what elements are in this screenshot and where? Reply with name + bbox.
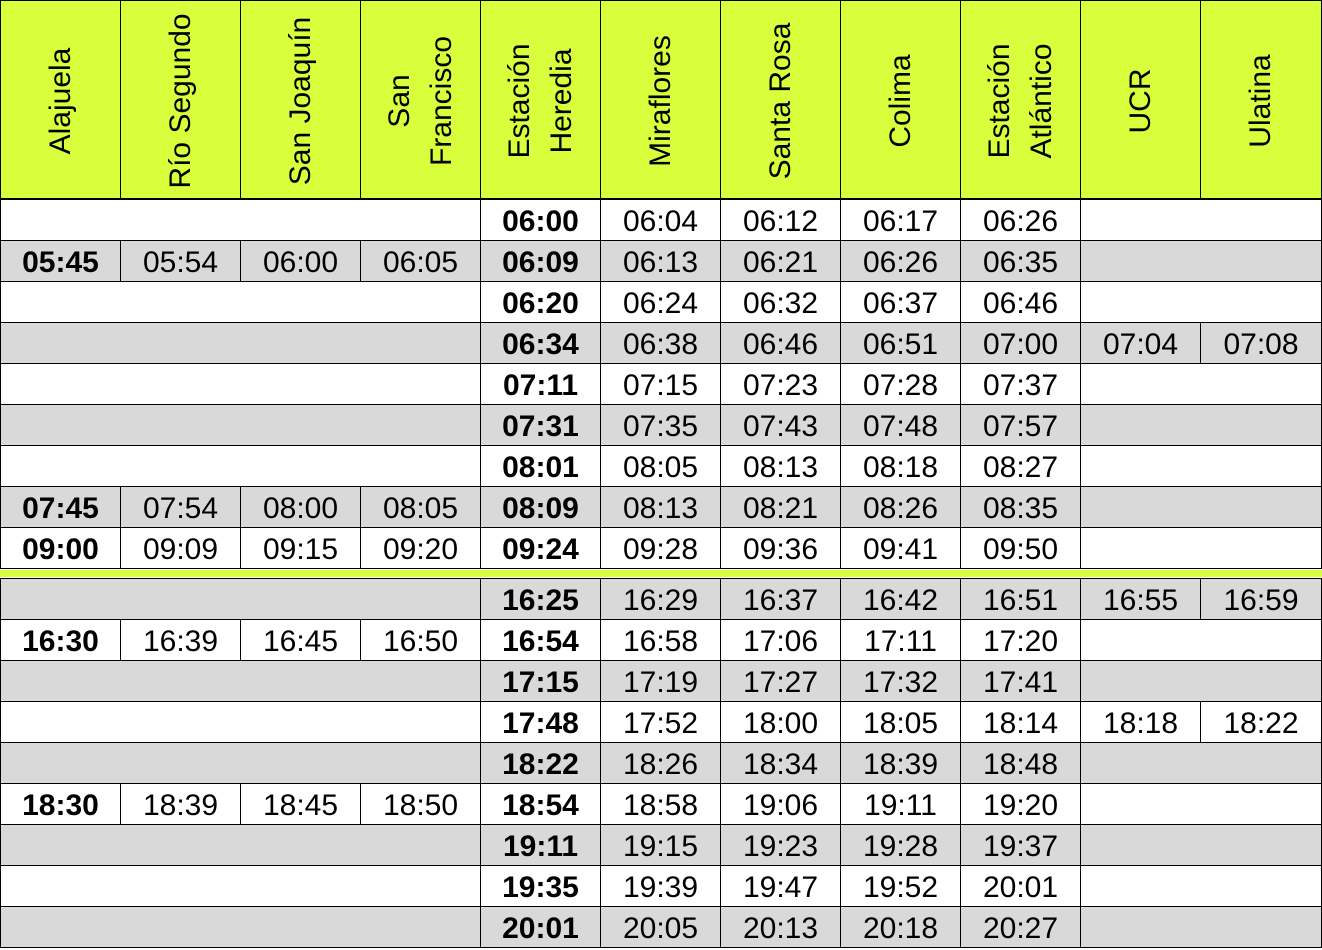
- time-cell: 08:13: [601, 487, 721, 528]
- table-row: [0, 241, 1322, 282]
- table-row: [0, 364, 1322, 405]
- time-cell: 06:05: [361, 241, 481, 282]
- time-cell: 06:46: [721, 323, 841, 364]
- time-cell: 06:04: [601, 200, 721, 241]
- time-cell: 06:26: [961, 200, 1081, 241]
- empty-cell: [1081, 528, 1322, 569]
- empty-cell: [1081, 743, 1322, 784]
- time-cell: 18:39: [841, 743, 961, 784]
- empty-cell: [0, 282, 481, 323]
- time-cell: 16:25: [481, 579, 601, 620]
- time-cell: 16:30: [0, 620, 121, 661]
- time-cell: 16:42: [841, 579, 961, 620]
- time-cell: 07:35: [601, 405, 721, 446]
- time-cell: 07:11: [481, 364, 601, 405]
- empty-cell: [1081, 784, 1322, 825]
- time-cell: 16:58: [601, 620, 721, 661]
- time-cell: 20:27: [961, 907, 1081, 948]
- column-header-label: Ulatina: [1244, 54, 1277, 148]
- time-cell: 06:46: [961, 282, 1081, 323]
- table-row: [0, 579, 1322, 620]
- time-cell: 09:36: [721, 528, 841, 569]
- empty-cell: [0, 446, 481, 487]
- empty-cell: [1081, 282, 1322, 323]
- time-cell: 18:50: [361, 784, 481, 825]
- time-cell: 06:00: [481, 200, 601, 241]
- empty-cell: [0, 743, 481, 784]
- empty-cell: [0, 364, 481, 405]
- empty-cell: [1081, 446, 1322, 487]
- table-row: [0, 825, 1322, 866]
- time-cell: 08:13: [721, 446, 841, 487]
- time-cell: 08:27: [961, 446, 1081, 487]
- time-cell: 09:20: [361, 528, 481, 569]
- column-header-label: Alajuela: [43, 47, 77, 155]
- empty-cell: [1081, 661, 1322, 702]
- column-header-label: Colima: [883, 54, 917, 148]
- time-cell: 07:28: [841, 364, 961, 405]
- time-cell: 07:31: [481, 405, 601, 446]
- table-row: [0, 405, 1322, 446]
- empty-cell: [0, 661, 481, 702]
- column-header: [0, 0, 121, 200]
- time-cell: 16:59: [1201, 579, 1322, 620]
- empty-cell: [1081, 825, 1322, 866]
- time-cell: 06:17: [841, 200, 961, 241]
- time-cell: 06:21: [721, 241, 841, 282]
- time-cell: 06:32: [721, 282, 841, 323]
- time-cell: 16:45: [241, 620, 361, 661]
- time-cell: 20:05: [601, 907, 721, 948]
- table-row: [0, 446, 1322, 487]
- time-cell: 16:37: [721, 579, 841, 620]
- empty-cell: [1081, 866, 1322, 907]
- time-cell: 07:00: [961, 323, 1081, 364]
- time-cell: 06:38: [601, 323, 721, 364]
- table-row: [0, 784, 1322, 825]
- empty-cell: [1081, 620, 1322, 661]
- time-cell: 07:23: [721, 364, 841, 405]
- column-header: [961, 0, 1081, 200]
- section-divider: [0, 570, 1322, 577]
- time-cell: 18:14: [961, 702, 1081, 743]
- column-header-label: Estación Heredia: [502, 43, 578, 159]
- table-row: [0, 702, 1322, 743]
- time-cell: 06:24: [601, 282, 721, 323]
- table-row: [0, 528, 1322, 569]
- time-cell: 18:54: [481, 784, 601, 825]
- time-cell: 17:06: [721, 620, 841, 661]
- time-cell: 17:20: [961, 620, 1081, 661]
- empty-cell: [0, 405, 481, 446]
- empty-cell: [1081, 200, 1322, 241]
- time-cell: 17:32: [841, 661, 961, 702]
- time-cell: 07:54: [121, 487, 241, 528]
- table-row: [0, 866, 1322, 907]
- table-row: [0, 743, 1322, 784]
- time-cell: 18:48: [961, 743, 1081, 784]
- time-cell: 07:15: [601, 364, 721, 405]
- time-cell: 08:09: [481, 487, 601, 528]
- time-cell: 17:52: [601, 702, 721, 743]
- table-row: [0, 200, 1322, 241]
- time-cell: 08:21: [721, 487, 841, 528]
- time-cell: 20:01: [481, 907, 601, 948]
- time-cell: 16:29: [601, 579, 721, 620]
- time-cell: 19:28: [841, 825, 961, 866]
- column-header: [721, 0, 841, 200]
- time-cell: 06:20: [481, 282, 601, 323]
- time-cell: 06:26: [841, 241, 961, 282]
- time-cell: 08:05: [361, 487, 481, 528]
- time-cell: 08:35: [961, 487, 1081, 528]
- time-cell: 18:30: [0, 784, 121, 825]
- time-cell: 18:00: [721, 702, 841, 743]
- time-cell: 07:08: [1201, 323, 1322, 364]
- time-cell: 06:13: [601, 241, 721, 282]
- time-cell: 06:12: [721, 200, 841, 241]
- time-cell: 09:28: [601, 528, 721, 569]
- time-cell: 09:50: [961, 528, 1081, 569]
- time-cell: 19:39: [601, 866, 721, 907]
- time-cell: 19:37: [961, 825, 1081, 866]
- column-header: [361, 0, 481, 200]
- time-cell: 19:35: [481, 866, 601, 907]
- time-cell: 18:39: [121, 784, 241, 825]
- table-row: [0, 282, 1322, 323]
- empty-cell: [0, 907, 481, 948]
- time-cell: 08:18: [841, 446, 961, 487]
- time-cell: 08:01: [481, 446, 601, 487]
- time-cell: 16:39: [121, 620, 241, 661]
- time-cell: 16:51: [961, 579, 1081, 620]
- time-cell: 18:18: [1081, 702, 1201, 743]
- time-cell: 09:24: [481, 528, 601, 569]
- column-header-label: Río Segundo: [163, 13, 197, 189]
- time-cell: 07:57: [961, 405, 1081, 446]
- table-row: [0, 323, 1322, 364]
- time-cell: 07:48: [841, 405, 961, 446]
- empty-cell: [0, 825, 481, 866]
- empty-cell: [1081, 907, 1322, 948]
- time-cell: 19:06: [721, 784, 841, 825]
- table-row: [0, 907, 1322, 948]
- column-header: [121, 0, 241, 200]
- time-cell: 05:54: [121, 241, 241, 282]
- time-cell: 08:26: [841, 487, 961, 528]
- column-header-label: Santa Rosa: [763, 22, 797, 180]
- time-cell: 18:05: [841, 702, 961, 743]
- empty-cell: [0, 200, 481, 241]
- time-cell: 07:04: [1081, 323, 1201, 364]
- empty-cell: [0, 323, 481, 364]
- time-cell: 06:35: [961, 241, 1081, 282]
- time-cell: 17:48: [481, 702, 601, 743]
- time-cell: 16:50: [361, 620, 481, 661]
- empty-cell: [0, 702, 481, 743]
- time-cell: 06:37: [841, 282, 961, 323]
- time-cell: 17:27: [721, 661, 841, 702]
- time-cell: 18:22: [481, 743, 601, 784]
- empty-cell: [0, 579, 481, 620]
- time-cell: 05:45: [0, 241, 121, 282]
- time-cell: 20:18: [841, 907, 961, 948]
- column-header: [1201, 0, 1322, 200]
- table-row: [0, 620, 1322, 661]
- column-header: [241, 0, 361, 200]
- table-row: [0, 487, 1322, 528]
- time-cell: 07:37: [961, 364, 1081, 405]
- time-cell: 09:41: [841, 528, 961, 569]
- column-header: [1081, 0, 1201, 200]
- time-cell: 07:45: [0, 487, 121, 528]
- time-cell: 18:26: [601, 743, 721, 784]
- time-cell: 18:45: [241, 784, 361, 825]
- time-cell: 19:15: [601, 825, 721, 866]
- time-cell: 09:09: [121, 528, 241, 569]
- column-header-label: Estación Atlántico: [982, 43, 1058, 159]
- time-cell: 08:05: [601, 446, 721, 487]
- column-header-label: UCR: [1123, 68, 1157, 134]
- time-cell: 16:54: [481, 620, 601, 661]
- column-header: [481, 0, 601, 200]
- column-header-label: San Joaquín: [283, 16, 317, 186]
- empty-cell: [1081, 364, 1322, 405]
- time-cell: 19:11: [481, 825, 601, 866]
- time-cell: 19:52: [841, 866, 961, 907]
- column-header-label: San Francisco: [382, 35, 458, 167]
- empty-cell: [1081, 487, 1322, 528]
- time-cell: 08:00: [241, 487, 361, 528]
- time-cell: 18:34: [721, 743, 841, 784]
- time-cell: 17:19: [601, 661, 721, 702]
- column-header: [601, 0, 721, 200]
- time-cell: 18:58: [601, 784, 721, 825]
- time-cell: 19:11: [841, 784, 961, 825]
- time-cell: 18:22: [1201, 702, 1322, 743]
- table-row: [0, 661, 1322, 702]
- time-cell: 09:15: [241, 528, 361, 569]
- empty-cell: [1081, 405, 1322, 446]
- empty-cell: [1081, 241, 1322, 282]
- column-header: [841, 0, 961, 200]
- time-cell: 17:11: [841, 620, 961, 661]
- time-cell: 06:51: [841, 323, 961, 364]
- time-cell: 07:43: [721, 405, 841, 446]
- time-cell: 16:55: [1081, 579, 1201, 620]
- time-cell: 19:23: [721, 825, 841, 866]
- time-cell: 17:15: [481, 661, 601, 702]
- time-cell: 06:09: [481, 241, 601, 282]
- column-header-label: Miraflores: [643, 35, 677, 167]
- time-cell: 20:13: [721, 907, 841, 948]
- time-cell: 06:00: [241, 241, 361, 282]
- time-cell: 17:41: [961, 661, 1081, 702]
- time-cell: 06:34: [481, 323, 601, 364]
- time-cell: 19:47: [721, 866, 841, 907]
- time-cell: 09:00: [0, 528, 121, 569]
- time-cell: 20:01: [961, 866, 1081, 907]
- time-cell: 19:20: [961, 784, 1081, 825]
- empty-cell: [0, 866, 481, 907]
